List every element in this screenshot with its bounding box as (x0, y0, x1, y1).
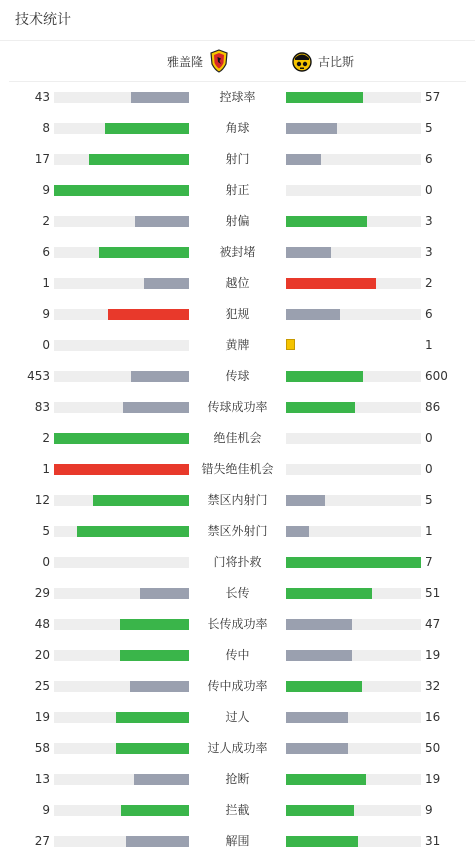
stat-row (0, 361, 475, 392)
home-value: 29 (34, 586, 50, 600)
away-bar-track (286, 402, 421, 413)
stat-label: 抢断 (225, 772, 250, 786)
home-bar-track (54, 588, 189, 599)
home-bar-track (54, 464, 189, 475)
away-value: 57 (425, 90, 441, 104)
away-bar (286, 805, 354, 816)
stat-row (0, 764, 475, 795)
away-bar-track (286, 464, 421, 475)
away-value: 5 (425, 493, 433, 507)
away-value: 86 (425, 400, 441, 414)
home-team-name: 雅盖隆 (166, 54, 203, 69)
home-value: 453 (27, 369, 50, 383)
stat-label: 传中成功率 (207, 679, 268, 693)
home-bar (54, 185, 189, 196)
home-value: 17 (34, 152, 50, 166)
stat-label: 越位 (225, 276, 250, 290)
away-value: 31 (425, 834, 441, 848)
away-bar-track (286, 805, 421, 816)
home-bar (120, 619, 189, 630)
away-value: 600 (425, 369, 448, 383)
stat-row (0, 671, 475, 702)
home-bar-track (54, 619, 189, 630)
away-bar (286, 402, 355, 413)
home-bar (105, 123, 189, 134)
home-bar (54, 464, 189, 475)
away-bar (286, 588, 372, 599)
stat-row (0, 516, 475, 547)
teams-header (9, 41, 466, 82)
home-value: 27 (34, 834, 50, 848)
yellow-card-icon (286, 339, 295, 350)
home-bar-track (54, 650, 189, 661)
away-bar-track (286, 371, 421, 382)
away-bar-track (286, 309, 421, 320)
stat-label: 长传成功率 (207, 617, 268, 631)
away-bar (286, 836, 358, 847)
stat-row (0, 578, 475, 609)
home-value: 58 (34, 741, 50, 755)
home-bar-track (54, 805, 189, 816)
stat-label: 射正 (225, 183, 250, 197)
home-value: 1 (42, 462, 50, 476)
home-value: 0 (42, 338, 50, 352)
away-bar (286, 154, 321, 165)
away-bar-track (286, 743, 421, 754)
away-bar-track (286, 247, 421, 258)
stat-row (0, 237, 475, 268)
stat-row (0, 206, 475, 237)
home-bar (135, 216, 189, 227)
stat-row (0, 702, 475, 733)
away-bar-track (286, 774, 421, 785)
away-bar (286, 712, 348, 723)
home-value: 5 (42, 524, 50, 538)
away-bar-track (286, 588, 421, 599)
away-value: 1 (425, 338, 433, 352)
stat-row (0, 485, 475, 516)
stat-label: 被封堵 (219, 245, 256, 259)
home-bar (131, 371, 189, 382)
away-value: 7 (425, 555, 433, 569)
stat-row (0, 640, 475, 671)
away-bar-track (286, 619, 421, 630)
home-bar-track (54, 309, 189, 320)
home-bar (77, 526, 189, 537)
away-bar (286, 774, 366, 785)
home-value: 0 (42, 555, 50, 569)
away-value: 47 (425, 617, 441, 631)
stat-label: 传球成功率 (207, 400, 268, 414)
home-bar (123, 402, 189, 413)
home-value: 2 (42, 431, 50, 445)
away-bar (286, 743, 348, 754)
stat-label: 角球 (225, 121, 250, 135)
home-bar-track (54, 247, 189, 258)
home-bar (89, 154, 189, 165)
home-value: 13 (34, 772, 50, 786)
away-bar-track (286, 185, 421, 196)
home-value: 8 (42, 121, 50, 135)
stat-label: 过人成功率 (207, 741, 268, 755)
home-bar-track (54, 154, 189, 165)
home-bar (93, 495, 189, 506)
stat-label: 解围 (225, 834, 250, 848)
home-bar (126, 836, 189, 847)
stat-row (0, 733, 475, 764)
away-bar-track (286, 433, 421, 444)
home-bar (140, 588, 189, 599)
stat-row (0, 144, 475, 175)
home-bar (144, 278, 189, 289)
stat-label: 长传 (225, 586, 250, 600)
stat-label: 控球率 (219, 90, 256, 104)
away-bar (286, 650, 352, 661)
away-value: 1 (425, 524, 433, 538)
away-value: 19 (425, 772, 441, 786)
stat-label: 绝佳机会 (213, 431, 262, 445)
away-value: 0 (425, 183, 433, 197)
away-value: 32 (425, 679, 441, 693)
home-value: 83 (34, 400, 50, 414)
stat-row (0, 423, 475, 454)
stat-row (0, 175, 475, 206)
stat-row (0, 299, 475, 330)
stat-label: 过人 (225, 710, 250, 724)
stat-label: 射门 (225, 152, 250, 166)
home-bar-track (54, 185, 189, 196)
stat-row (0, 113, 475, 144)
away-bar-track (286, 495, 421, 506)
away-value: 50 (425, 741, 441, 755)
home-bar (54, 433, 189, 444)
away-value: 6 (425, 307, 433, 321)
stat-label: 黄牌 (225, 338, 250, 352)
away-bar-track (286, 836, 421, 847)
away-bar-track (286, 712, 421, 723)
away-bar-track (286, 526, 421, 537)
home-bar-track (54, 402, 189, 413)
page-title: 技术统计 (0, 0, 475, 41)
away-bar-track (286, 278, 421, 289)
stat-row (0, 82, 475, 113)
stat-row (0, 392, 475, 423)
stat-row (0, 609, 475, 640)
home-bar-track (54, 774, 189, 785)
away-bar-track (286, 92, 421, 103)
home-bar-track (54, 557, 189, 568)
stat-label: 射偏 (225, 214, 250, 228)
away-bar-track (286, 650, 421, 661)
home-bar-track (54, 340, 189, 351)
away-value: 0 (425, 431, 433, 445)
home-bar (131, 92, 189, 103)
away-bar (286, 557, 421, 568)
stat-label: 禁区外射门 (207, 524, 268, 538)
home-bar-track (54, 495, 189, 506)
away-value: 0 (425, 462, 433, 476)
away-value: 9 (425, 803, 433, 817)
home-value: 6 (42, 245, 50, 259)
away-bar (286, 216, 367, 227)
stat-label: 传球 (225, 369, 250, 383)
stat-label: 传中 (225, 648, 250, 662)
away-bar (286, 247, 331, 258)
home-bar (116, 712, 189, 723)
home-value: 9 (42, 307, 50, 321)
away-bar-track (286, 216, 421, 227)
home-value: 9 (42, 183, 50, 197)
home-bar (99, 247, 189, 258)
away-bar (286, 123, 337, 134)
away-team-name: 古比斯 (318, 54, 355, 69)
away-bar-track (286, 681, 421, 692)
away-bar (286, 309, 340, 320)
home-bar-track (54, 526, 189, 537)
home-value: 2 (42, 214, 50, 228)
home-bar (108, 309, 189, 320)
home-value: 12 (34, 493, 50, 507)
home-value: 48 (34, 617, 50, 631)
home-bar (116, 743, 189, 754)
home-value: 1 (42, 276, 50, 290)
home-bar-track (54, 278, 189, 289)
away-bar (286, 526, 309, 537)
stat-row (0, 826, 475, 857)
home-bar (120, 650, 189, 661)
home-value: 19 (34, 710, 50, 724)
stat-row (0, 795, 475, 826)
stat-label: 犯规 (225, 307, 250, 321)
away-bar (286, 681, 362, 692)
stat-label: 禁区内射门 (207, 493, 268, 507)
home-bar (134, 774, 189, 785)
home-bar (130, 681, 189, 692)
home-bar-track (54, 712, 189, 723)
home-team[interactable] (167, 41, 229, 81)
away-bar-track (286, 123, 421, 134)
away-bar (286, 619, 352, 630)
home-value: 43 (34, 90, 50, 104)
stat-row (0, 330, 475, 361)
home-value: 25 (34, 679, 50, 693)
away-bar (286, 278, 376, 289)
home-bar-track (54, 836, 189, 847)
away-value: 3 (425, 214, 433, 228)
away-value: 2 (425, 276, 433, 290)
home-team-logo-icon (209, 49, 229, 73)
away-bar-track (286, 557, 421, 568)
home-bar-track (54, 123, 189, 134)
stat-row (0, 547, 475, 578)
stat-label: 门将扑救 (213, 555, 262, 569)
away-value: 3 (425, 245, 433, 259)
home-bar (121, 805, 189, 816)
stat-label: 拦截 (225, 803, 250, 817)
away-team[interactable] (292, 41, 354, 81)
stat-row (0, 268, 475, 299)
away-value: 16 (425, 710, 441, 724)
stat-label: 错失绝佳机会 (201, 462, 274, 476)
away-value: 19 (425, 648, 441, 662)
home-value: 9 (42, 803, 50, 817)
away-bar (286, 371, 363, 382)
away-bar (286, 92, 363, 103)
home-bar-track (54, 433, 189, 444)
home-bar-track (54, 216, 189, 227)
home-bar-track (54, 371, 189, 382)
away-bar (286, 495, 325, 506)
away-team-logo-icon (292, 49, 312, 73)
away-value: 6 (425, 152, 433, 166)
away-value: 5 (425, 121, 433, 135)
away-value: 51 (425, 586, 441, 600)
stat-row (0, 454, 475, 485)
away-bar-track (286, 154, 421, 165)
home-bar-track (54, 92, 189, 103)
home-bar-track (54, 681, 189, 692)
home-bar-track (54, 743, 189, 754)
home-value: 20 (34, 648, 50, 662)
